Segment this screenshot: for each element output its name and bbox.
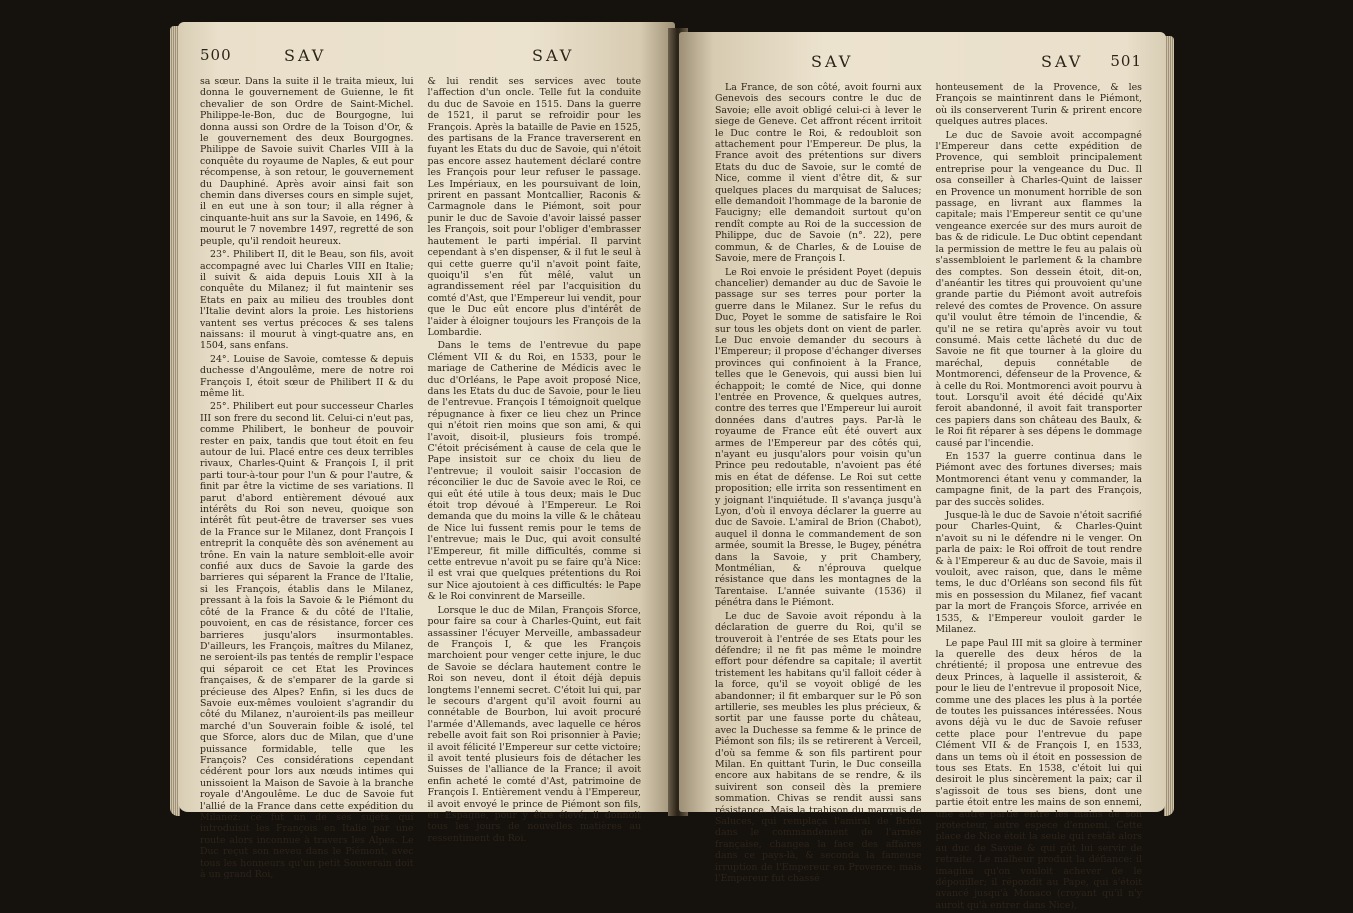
paragraph: Le duc de Savoie avoit accompagné l'Empereur dans cette expédition de Provence, qui sembloit principalement entreprise pour la vengeance du Duc. Il osa conseiller à Charles-Quint de laisser en Provence un monument horrible de son passage, en livrant aux flammes la capitale; mais l'Empereur sentit ce qu'une vengeance exercée sur des murs auroit de bas & de ridicule. Le Duc obtint cependant la permission de mettre le feu au palais où s'assembloient le parlement & la chambre des comptes. Son dessein étoit, dit-on, d'anéantir les titres qui prouvoient qu'une grande partie du Piémont avoit autrefois relevé des comtes de Provence. On assure qu'il voulut être témoin de l'incendie, & qu'il ne se retira qu'après avoir vu tout consumé. Mais cette lâcheté du duc de Savoie ne fit que tourner à la gloire du maréchal, depuis connétable de Montmorenci, défenseur de la Provence, & à celle du Roi. Montmorenci avoit pourvu à tout. Lorsqu'il avoit été décidé qu'Aix feroit abandonné, il avoit fait transporter ces papiers dans son château des Baulx, & le Roi fit réparer à ses dépens le dommage causé par l'incendie.	[935, 129, 1142, 449]
paragraph: & lui rendit ses services avec toute l'affection d'un oncle. Telle fut la conduite du duc de Savoie en 1515. Dans la guerre de 1521, il parut se refroidir pour les François. Après la bataille de Pavie en 1525, des partisans de la France traverserent en fuyant les Etats du duc de Savoie, qui n'étoit pas encore assez hautement déclaré contre les François pour leur refuser le passage. Les Impériaux, en les poursuivant de loin, prirent en passant Montcallier, Raconis & Carmagnole dans le Piémont, soit pour punir le duc de Savoie d'avoir laissé passer les François, soit pour l'obliger d'embrasser hautement le parti impérial. Il parvint cependant à s'en dispenser, & il fut le seul à qui cette guerre qu'il n'avoit point faite, quoiqu'il s'en fût mêlé, valut un agrandissement réel par l'acquisition du comté d'Ast, que l'Empereur lui vendit, pour que le Duc eût encore plus d'intérêt de l'aider à éloigner toujours les François de la Lombardie.	[427, 76, 641, 338]
paragraph: Lorsque le duc de Milan, François Sforce, pour faire sa cour à Charles-Quint, eut fait assassiner l'écuyer Merveille, ambassadeur de François I, & que les François marchoient pour venger cette injure, le duc de Savoie se déclara hautement contre le Roi son neveu, dont il étoit déjà depuis longtems l'ennemi secret. C'étoit lui qui, par le secours d'argent qu'il avoit fourni au connétable de Bourbon, lui avoit procuré l'armée d'Allemands, avec laquelle ce héros rebelle avoit fait son Roi prisonnier à Pavie; il avoit félicité l'Empereur sur cette victoire; il avoit tenté plusieurs fois de détacher les Suisses de l'alliance de la France; il avoit enfin acheté le comté d'Ast, patrimoine de François I. Entièrement vendu à l'Empereur, il avoit envoyé le prince de Piémont son fils, en Espagne, pour y être élevé; il donnoit tous les jours de nouvelles matières au ressentiment du Roi.	[427, 604, 641, 844]
paragraph: Le Roi envoie le président Poyet (depuis chancelier) demander au duc de Savoie le passage sur ses terres pour porter la guerre dans le Milanez. Sur le refus du Duc, Poyet le somme de satisfaire le Roi sur tous les objets dont on vient de parler. Le Duc envoie demander du secours à l'Empereur; il propose d'échanger diverses provinces qui confinoient à la France, telles que le Genevois, qui aussi bien lui échappoit; le comté de Nice, qui donne l'entrée en Provence, & quelques autres, contre des terres que l'Empereur lui auroit données dans d'autres pays. Par-là le royaume de France eût été ouvert aux armes de l'Empereur par des côtés qui, n'ayant eu jusqu'alors pour voisin qu'un Prince peu redoutable, n'avoient pas été mis en état de défense. Le Roi sut cette proposition; elle irrita son ressentiment en y joignant l'inquiétude. Il s'avança jusqu'à Lyon, d'où il envoya déclarer la guerre au duc de Savoie. L'amiral de Brion (Chabot), auquel il donna le commandement de son armée, soumit la Bresse, le Bugey, pénétra dans la Savoie, y prit Chambery, Montmélian, & n'éprouva quelque résistance que dans les montagnes de la Tarentaise. L'année suivante (1536) il pénétra dans le Piémont.	[715, 266, 922, 609]
right-page-number: 501	[1110, 52, 1142, 70]
paragraph: Jusque-là le duc de Savoie n'étoit sacrifié pour Charles-Quint, & Charles-Quint n'avoit su ni le défendre ni le venger. On parla de paix: le Roi offroit de tout rendre & à l'Empereur & au duc de Savoie, mais il vouloit, avec raison, que, dans le même tems, le duc d'Orléans son second fils fût mis en possession du Milanez, fief vacant par la mort de François Sforce, arrivée en 1535, & l'Empereur vouloit garder le Milanez.	[935, 510, 1142, 636]
left-running-head	[200, 46, 641, 68]
paragraph: sa sœur. Dans la suite il le traita mieux, lui donna le gouvernement de Guienne, le fit chevalier de son Ordre de Saint-Michel. Philippe-le-Bon, duc de Bourgogne, lui donna aussi son Ordre de la Toison d'Or, & le gouvernement des deux Bourgognes. Philippe de Savoie suivit Charles VIII à la conquête du royaume de Naples, & eut pour récompense, à son retour, le gouvernement du Dauphiné. Après avoir ainsi fait son chemin dans diverses cours en simple sujet, il en eut une à son tour; il alla régner à cinquante-huit ans sur la Savoie, en 1496, & mourut le 7 novembre 1497, regretté de son peuple, qu'il rendoit heureux.	[200, 76, 414, 247]
paragraph: 25°. Philibert eut pour successeur Charles III son frere du second lit. Celui-ci n'eut pas, comme Philibert, le bonheur de pouvoir rester en paix, tandis que tout étoit en feu autour de lui. Placé entre ces deux terribles rivaux, Charles-Quint & François I, il prit parti tour-à-tour pour l'un & pour l'autre, & finit par être la victime de ses variations. Il parut d'abord entièrement dévoué aux intérêts du Roi son neveu, quoique son intérêt fût peut-être de traverser ses vues de la France sur le Milanez, dont François I entreprit la conquête dès son avénement au trône. En vain la nature sembloit-elle avoir confié aux ducs de Savoie la garde des barrieres qui séparent la France de l'Italie, si les François, établis dans le Milanez, pressant à la fois la Savoie & le Piémont du côté de la France & du côté de l'Italie, pouvoient, en cas de résistance, forcer ces barrieres jusqu'alors insurmontables. D'ailleurs, les François, maîtres du Milanez, ne seroient-ils pas tentés de remplir l'espace qui séparoit ce cet Etat les Provinces françaises, & de s'emparer de la garde si précieuse des Alpes? Enfin, si les ducs de Savoie eux-mêmes vouloient s'agrandir du côté du Milanez, n'auroient-ils pas meilleur marché d'un Souverain foible & isolé, tel que Sforce, alors duc de Milan, que d'une puissance formidable, telle que les François? Ces considérations cependant cédérent pour lors aux nœuds intimes qui unissoient la Maison de Savoie à la branche royale d'Angoulême. Le duc de Savoie fut l'allié de la France dans cette expédition du Milanez: ce fut un de ses sujets qui introduisit les François en Italie par une route alors inconnue à travers les Alpes. Le Duc reçut son neveu dans le Piémont, avec tous les honneurs qu'un petit Souverain doit à un grand Roi,	[200, 401, 414, 881]
right-page-column-1	[715, 82, 922, 913]
right-running-head-2: SAV	[1041, 52, 1084, 71]
paragraph: En 1537 la guerre continua dans le Piémont avec des fortunes diverses; mais Montmorenci étant venu y commander, la campagne finit, de la part des François, par des succès solides.	[935, 451, 1142, 508]
left-page-column-1	[200, 76, 414, 882]
paragraph: Le duc de Savoie avoit répondu à la déclaration de guerre du Roi, qu'il se trouveroit à l'entrée de ses Etats pour les défendre; il ne fit pas même le moindre effort pour défendre sa capitale; il avertit tristement les habitans qu'il falloit céder à la force, qu'il se voyoit obligé de les abandonner; il fit embarquer sur le Pô son artillerie, ses meubles les plus précieux, & sortit par une fausse porte du château, avec la Duchesse sa femme & le prince de Piémont son fils; ils se retirerent à Verceil, d'où sa femme & son fils partirent pour Milan. En quittant Turin, le Duc conseilla encore aux habitans de se rendre, & ils suivirent son conseil dès la premiere sommation. Chivas se rendit aussi sans résistance. Mais la trahison du marquis de Saluces, qui remplaça l'amiral de Brion dans le commandement de l'armée française, changea la face des affaires dans ce pays-là, & seconda la fameuse irruption de l'Empereur en Provence; mais l'Empereur fut chassé	[715, 610, 922, 885]
left-page	[178, 22, 675, 881]
right-running-head	[715, 52, 1142, 74]
paragraph: Le pape Paul III mit sa gloire à terminer la querelle des deux héros de la chrétienté; il proposa une entrevue des deux Princes, à laquelle il assisteroit, & pour le lieu de l'entrevue il proposoit Nice, comme une des places les plus à la portée de toutes les puissances intéressées. Nous avons déjà vu le duc de Savoie refuser cette place pour l'entrevue du pape Clément VII & de François I, en 1533, dans un tems où il étoit en possession de tous ses Etats. En 1538, c'étoit lui qui desiroit le plus sincèrement la paix; car il s'agissoit de tous ses biens, dont une partie étoit entre les mains de son ennemi, une autre partie entre les mains de son protecteur, autre espece d'ennemi. Cette place de Nice étoit la seule qui restât alors au duc de Savoie & qui pût lui servir de retraite. Le malheur produit la défiance: il imagina qu'on vouloit achever de le dépouiller; il répondit au Pape, qui s'étoit avancé jusqu'à Monaco (croyant qu'il n'y auroit qu'à entrer dans Nice),	[935, 637, 1142, 911]
left-page-number: 500	[200, 46, 232, 64]
left-page-column-2	[428, 76, 642, 882]
paragraph: 23°. Philibert II, dit le Beau, son fils, avoit accompagné avec lui Charles VIII en Italie; il suivit & aida depuis Louis XII à la conquête du Milanez; il fut maintenir ses Etats en paix au milieu des troubles dont l'Italie devint alors la proie. Les historiens vantent ses vertus précoces & ses talens naissans: il mourut à vingt-quatre ans, en 1504, sans enfans.	[200, 249, 414, 352]
left-running-head-2: SAV	[532, 46, 575, 65]
paragraph: La France, de son côté, avoit fourni aux Genevois des secours contre le duc de Savoie; elle avoit obligé celui-ci à lever le siege de Geneve. Cet affront récent irritoit le Duc contre le Roi, & redoubloit son attachement pour l'Empereur. De plus, la France avoit des prétentions sur divers Etats du duc de Savoie, sur le comté de Nice, comme il vient d'être dit, & sur quelques places du marquisat de Saluces; elle demandoit l'hommage de la baronie de Faucigny; elle demandoit surtout qu'on rendît compte au Roi de la succession de Philippe, duc de Savoie (n°. 22), pere commun, & de Charles, & de Louise de Savoie, mere de François I.	[715, 82, 922, 265]
right-page	[679, 32, 1166, 911]
right-running-head-1: SAV	[811, 52, 854, 71]
left-running-head-1: SAV	[284, 46, 327, 65]
paragraph: Dans le tems de l'entrevue du pape Clément VII & du Roi, en 1533, pour le mariage de Catherine de Médicis avec le duc d'Orléans, le Pape avoit proposé Nice, dans les Etats du duc de Savoie, pour le lieu de l'entrevue. François I témoignoit quelque répugnance à fixer ce lieu chez un Prince qui n'étoit rien moins que son ami, & qui l'avoit, disoit-il, plusieurs fois trompé. C'étoit précisément à cause de cela que le Pape insistoit sur ce choix du lieu de l'entrevue; il vouloit saisir l'occasion de réconcilier le duc de Savoie avec le Roi, ce qui eût été utile à tous deux; mais le Duc étoit trop dévoué à l'Empereur. Le Roi demanda que du moins la ville & le château de Nice lui fussent remis pour le tems de l'entrevue; mais le Duc, qui avoit consulté l'Empereur, fit mille difficultés, comme si cette entrevue n'avoit pu se faire qu'à Nice: il est vrai que quelques prétentions du Roi sur Nice ajoutoient à ces difficultés: le Pape & le Roi convinrent de Marseille.	[427, 340, 641, 603]
paragraph: honteusement de la Provence, & les François se maintinrent dans le Piémont, où ils conserverent Turin & prirent encore quelques autres places.	[935, 82, 1142, 128]
right-page-column-2	[936, 82, 1143, 913]
paragraph: 24°. Louise de Savoie, comtesse & depuis duchesse d'Angoulême, mere de notre roi François I, étoit sœur de Philibert II & du même lit.	[200, 353, 414, 399]
